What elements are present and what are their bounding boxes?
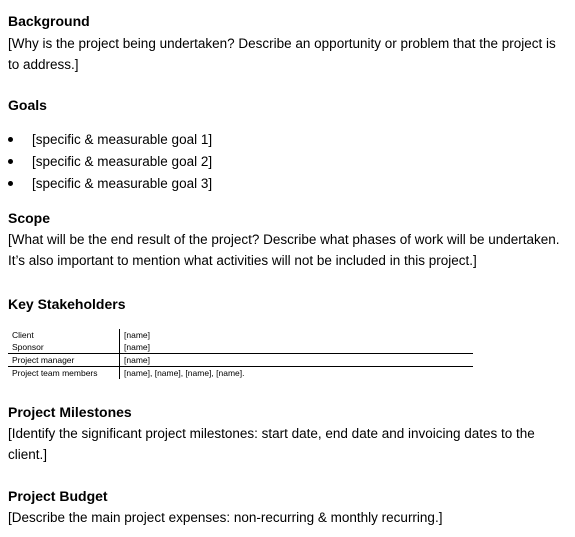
milestones-text-line-2: client.] [8,447,48,462]
stakeholders-table [8,329,473,379]
stakeholder-name: [name] [124,330,150,340]
bullet-icon [8,137,13,142]
budget-text-line-1: [Describe the main project expenses: non-recurring & monthly recurring.] [8,510,443,525]
table-row [8,354,473,367]
scope-heading: Scope [8,210,51,226]
stakeholder-name: [name] [120,354,474,367]
bullet-icon [8,159,13,164]
budget-text [8,507,570,528]
stakeholder-role: Client [8,329,120,341]
milestones-text [8,423,570,465]
table-row [8,341,473,354]
stakeholder-name: [name] [120,341,474,354]
scope-text-line-1: [What will be the end result of the project? Describe what phases of work will be undertaken. [8,232,560,247]
milestones-text-line-1: [Identify the significant project milestones: start date, end date and invoicing dates to the [8,426,535,441]
background-text-line-1: [Why is the project being undertaken? Describe an opportunity or problem that the project is [8,36,556,51]
background-text-line-2: to address.] [8,57,79,72]
goal-text: [specific & measurable goal 3] [32,176,213,191]
stakeholder-role: Project manager [8,354,120,367]
background-heading: Background [8,13,90,29]
table-row [8,367,473,380]
goal-text: [specific & measurable goal 2] [32,154,213,169]
bullet-icon [8,181,13,186]
table-row [8,329,473,341]
stakeholder-role: Sponsor [8,341,120,354]
budget-heading: Project Budget [8,488,108,504]
milestones-heading: Project Milestones [8,404,132,420]
scope-text [8,229,570,271]
stakeholders-heading: Key Stakeholders [8,296,126,312]
goal-text: [specific & measurable goal 1] [32,132,213,147]
background-text [8,33,570,75]
stakeholder-role: Project team members [8,367,120,380]
stakeholder-name: [name], [name], [name], [name]. [124,368,245,378]
scope-text-line-2: It’s also important to mention what activities will not be included in this project.] [8,253,477,268]
goals-heading: Goals [8,97,47,113]
